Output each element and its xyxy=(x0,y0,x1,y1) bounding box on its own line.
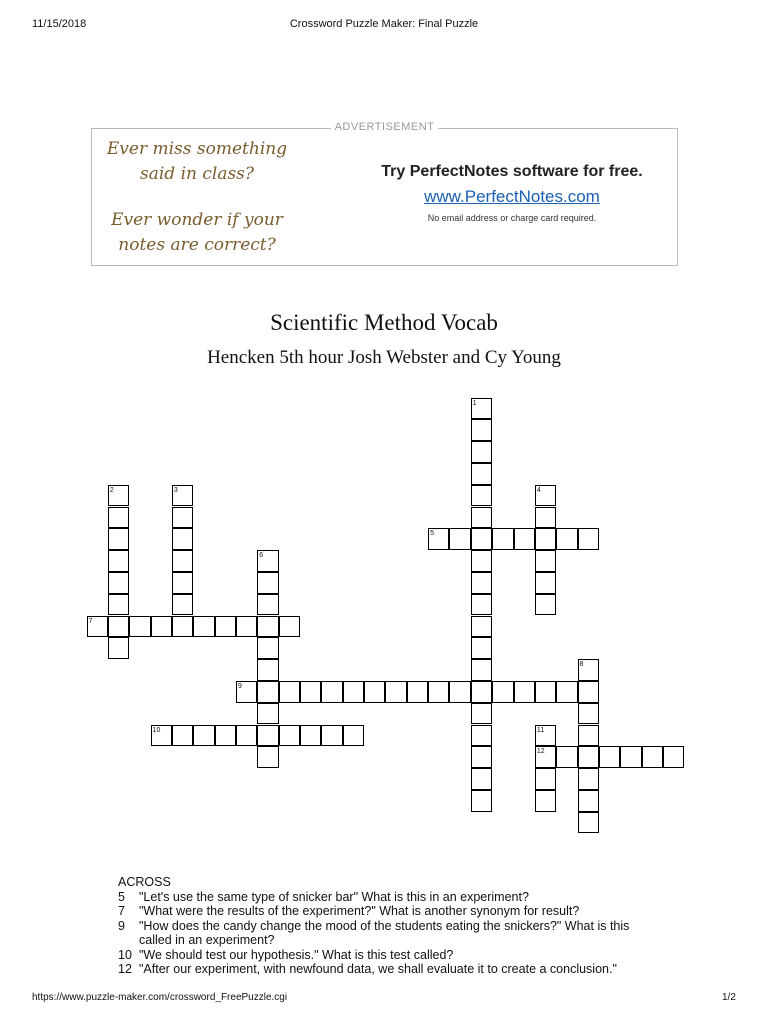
crossword-cell[interactable] xyxy=(108,594,129,616)
crossword-cell[interactable] xyxy=(578,681,599,703)
crossword-cell[interactable] xyxy=(279,681,300,703)
crossword-cell[interactable] xyxy=(514,528,535,550)
crossword-cell[interactable] xyxy=(172,616,193,638)
clue-text: "Let's use the same type of snicker bar" What is this in an experiment? xyxy=(139,889,529,904)
cell-number: 7 xyxy=(88,617,93,625)
crossword-cell[interactable] xyxy=(257,637,278,659)
crossword-cell[interactable] xyxy=(535,507,556,529)
crossword-cell[interactable] xyxy=(471,463,492,485)
crossword-cell[interactable] xyxy=(108,637,129,659)
crossword-cell[interactable] xyxy=(471,419,492,441)
crossword-cell[interactable] xyxy=(321,725,342,747)
across-clues xyxy=(118,875,639,977)
clue-number: 10 xyxy=(118,947,132,962)
clue-text: "We should test our hypothesis." What is this test called? xyxy=(139,947,454,962)
clue-row xyxy=(118,919,639,948)
crossword-cell[interactable] xyxy=(578,528,599,550)
crossword-cell[interactable] xyxy=(535,528,556,550)
crossword-cell[interactable] xyxy=(535,594,556,616)
ad-question-2-line-1: Ever wonder if your xyxy=(111,210,283,230)
advertisement-label: ADVERTISEMENT xyxy=(331,121,439,133)
crossword-cell[interactable] xyxy=(257,746,278,768)
ad-headline: Try PerfectNotes software for free. xyxy=(381,163,643,180)
crossword-cell[interactable] xyxy=(535,746,556,768)
clue-text: "What were the results of the experiment?" What is another synonym for result? xyxy=(139,904,580,918)
crossword-cell[interactable] xyxy=(279,616,300,638)
crossword-cell[interactable] xyxy=(300,681,321,703)
crossword-cell[interactable] xyxy=(215,725,236,747)
crossword-cell[interactable] xyxy=(578,812,599,834)
crossword-cell[interactable] xyxy=(129,616,150,638)
puzzle-subtitle: Hencken 5th hour Josh Webster and Cy Young xyxy=(207,347,561,368)
crossword-cell[interactable] xyxy=(108,507,129,529)
crossword-cell[interactable] xyxy=(471,681,492,703)
crossword-cell[interactable] xyxy=(343,725,364,747)
crossword-cell[interactable] xyxy=(108,550,129,572)
crossword-cell[interactable] xyxy=(172,594,193,616)
clue-number: 9 xyxy=(118,918,125,933)
crossword-cell[interactable] xyxy=(535,572,556,594)
crossword-cell[interactable] xyxy=(257,659,278,681)
crossword-cell[interactable] xyxy=(193,616,214,638)
crossword-cell[interactable] xyxy=(535,550,556,572)
crossword-cell[interactable] xyxy=(257,594,278,616)
crossword-cell[interactable] xyxy=(193,725,214,747)
cell-number: 3 xyxy=(173,486,178,494)
crossword-cell[interactable] xyxy=(471,550,492,572)
crossword-cell[interactable] xyxy=(449,528,470,550)
clue-row xyxy=(118,890,639,905)
crossword-cell[interactable] xyxy=(385,681,406,703)
crossword-cell[interactable] xyxy=(300,725,321,747)
cell-number: 11 xyxy=(536,726,545,734)
crossword-cell[interactable] xyxy=(620,746,641,768)
crossword-cell[interactable] xyxy=(578,703,599,725)
crossword-cell[interactable] xyxy=(257,681,278,703)
crossword-cell[interactable] xyxy=(236,681,257,703)
crossword-cell[interactable] xyxy=(172,485,193,507)
crossword-cell[interactable] xyxy=(108,528,129,550)
ad-question-1-line-1: Ever miss something xyxy=(106,139,288,159)
crossword-cell[interactable] xyxy=(514,681,535,703)
crossword-cell[interactable] xyxy=(172,550,193,572)
clue-row xyxy=(118,962,639,977)
crossword-cell[interactable] xyxy=(471,746,492,768)
crossword-cell[interactable] xyxy=(535,725,556,747)
crossword-cell[interactable] xyxy=(343,681,364,703)
crossword-cell[interactable] xyxy=(535,681,556,703)
crossword-cell[interactable] xyxy=(471,790,492,812)
cell-number: 10 xyxy=(152,726,161,734)
crossword-cell[interactable] xyxy=(471,594,492,616)
crossword-cell[interactable] xyxy=(215,616,236,638)
crossword-cell[interactable] xyxy=(471,725,492,747)
crossword-cell[interactable] xyxy=(172,725,193,747)
crossword-cell[interactable] xyxy=(257,616,278,638)
crossword-cell[interactable] xyxy=(471,703,492,725)
cell-number: 8 xyxy=(579,661,584,669)
crossword-cell[interactable] xyxy=(535,790,556,812)
crossword-cell[interactable] xyxy=(407,681,428,703)
crossword-cell[interactable] xyxy=(428,528,449,550)
cell-number: 1 xyxy=(472,399,477,407)
crossword-cell[interactable] xyxy=(321,681,342,703)
crossword-cell[interactable] xyxy=(535,485,556,507)
cell-number: 4 xyxy=(536,486,541,494)
cell-number: 12 xyxy=(536,748,545,756)
crossword-cell[interactable] xyxy=(471,485,492,507)
crossword-cell[interactable] xyxy=(108,572,129,594)
clue-number: 7 xyxy=(118,904,125,918)
crossword-cell[interactable] xyxy=(471,441,492,463)
crossword-cell[interactable] xyxy=(449,681,470,703)
crossword-cell[interactable] xyxy=(642,746,663,768)
ad-link[interactable]: www.PerfectNotes.com xyxy=(424,187,600,206)
crossword-cell[interactable] xyxy=(471,398,492,420)
crossword-cell[interactable] xyxy=(578,725,599,747)
crossword-cell[interactable] xyxy=(578,659,599,681)
clue-number: 5 xyxy=(118,889,125,904)
clue-number: 12 xyxy=(118,962,132,976)
crossword-cell[interactable] xyxy=(556,681,577,703)
crossword-cell[interactable] xyxy=(578,746,599,768)
crossword-cell[interactable] xyxy=(151,725,172,747)
crossword-cell[interactable] xyxy=(471,768,492,790)
clue-row xyxy=(118,904,639,919)
crossword-cell[interactable] xyxy=(492,681,513,703)
crossword-cell[interactable] xyxy=(236,725,257,747)
crossword-cell[interactable] xyxy=(257,725,278,747)
crossword-cell[interactable] xyxy=(663,746,684,768)
crossword-cell[interactable] xyxy=(108,616,129,638)
crossword-cell[interactable] xyxy=(172,572,193,594)
crossword-cell[interactable] xyxy=(471,659,492,681)
crossword-cell[interactable] xyxy=(471,572,492,594)
crossword-cell[interactable] xyxy=(471,528,492,550)
clue-text: "How does the candy change the mood of the students eating the snickers?" What is this called in an experiment? xyxy=(139,918,630,947)
crossword-cell[interactable] xyxy=(578,768,599,790)
puzzle-title: Scientific Method Vocab xyxy=(270,310,498,335)
crossword-cell[interactable] xyxy=(556,746,577,768)
crossword-cell[interactable] xyxy=(236,616,257,638)
footer-page-number: 1/2 xyxy=(722,992,736,1003)
crossword-cell[interactable] xyxy=(151,616,172,638)
print-page-title: Crossword Puzzle Maker: Final Puzzle xyxy=(289,18,479,30)
footer-url: https://www.puzzle-maker.com/crossword_FreePuzzle.cgi xyxy=(32,992,288,1003)
crossword-cell[interactable] xyxy=(428,681,449,703)
crossword-cell[interactable] xyxy=(364,681,385,703)
cell-number: 9 xyxy=(237,682,242,690)
crossword-cell[interactable] xyxy=(87,616,108,638)
crossword-cell[interactable] xyxy=(556,528,577,550)
crossword-cell[interactable] xyxy=(492,528,513,550)
crossword-cell[interactable] xyxy=(108,485,129,507)
clue-row xyxy=(118,948,639,963)
crossword-cell[interactable] xyxy=(471,637,492,659)
print-date: 11/15/2018 xyxy=(32,18,87,30)
clue-text: "After our experiment, with newfound data, we shall evaluate it to create a conclusion." xyxy=(139,962,617,976)
crossword-cell[interactable] xyxy=(257,550,278,572)
cell-number: 2 xyxy=(109,486,114,494)
ad-question-1-line-2: said in class? xyxy=(139,164,255,184)
crossword-cell[interactable] xyxy=(257,572,278,594)
crossword-cell[interactable] xyxy=(279,725,300,747)
across-heading: ACROSS xyxy=(118,875,171,889)
crossword-cell[interactable] xyxy=(172,507,193,529)
crossword-cell[interactable] xyxy=(471,507,492,529)
crossword-cell[interactable] xyxy=(535,768,556,790)
cell-number: 6 xyxy=(259,552,264,560)
crossword-cell[interactable] xyxy=(257,703,278,725)
crossword-cell[interactable] xyxy=(471,616,492,638)
ad-question-2-line-2: notes are correct? xyxy=(118,235,276,255)
crossword-cell[interactable] xyxy=(578,790,599,812)
crossword-cell[interactable] xyxy=(599,746,620,768)
cell-number: 5 xyxy=(430,530,434,538)
crossword-cell[interactable] xyxy=(172,528,193,550)
ad-disclaimer: No email address or charge card required. xyxy=(427,213,597,223)
